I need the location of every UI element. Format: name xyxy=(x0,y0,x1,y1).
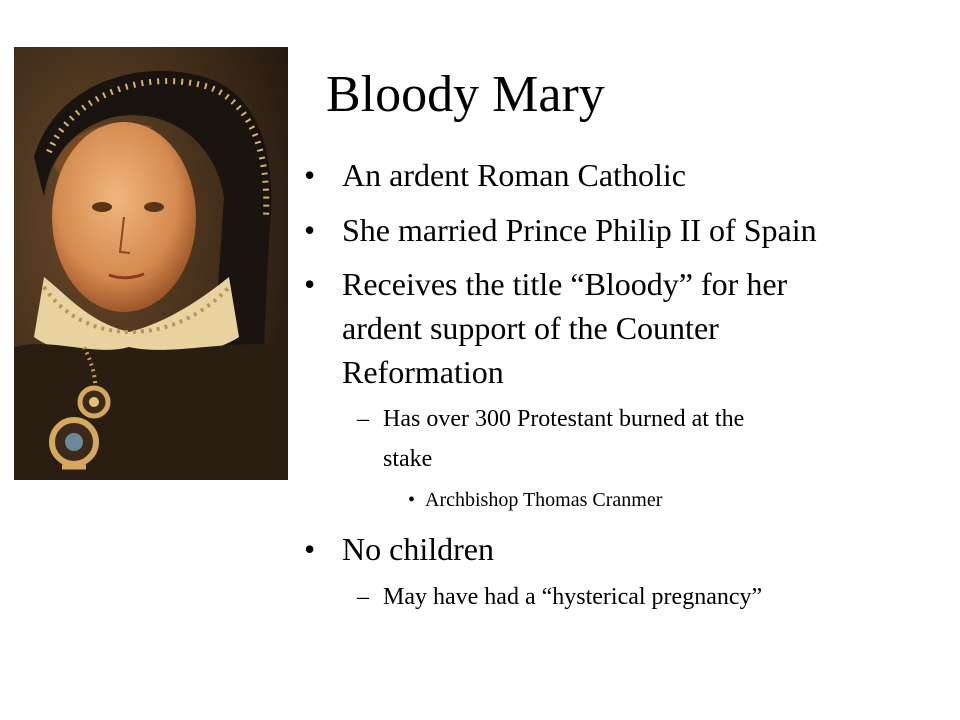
bullet-text: Reformation xyxy=(342,354,504,390)
sub-bullet-text: stake xyxy=(383,446,433,472)
sub-bullet-text: May have had a “hysterical pregnancy” xyxy=(383,584,763,610)
bullet-marker: • xyxy=(304,157,316,193)
sub-bullet-marker: – xyxy=(357,584,369,610)
sub-sub-bullet-text: Archbishop Thomas Cranmer xyxy=(425,489,663,511)
bullet-text: ardent support of the Counter xyxy=(342,310,719,346)
portrait-image xyxy=(14,47,288,480)
sub-sub-bullet-marker: • xyxy=(408,489,416,511)
bullet-marker: • xyxy=(304,531,316,567)
bullet-text: An ardent Roman Catholic xyxy=(342,157,686,193)
bullet-marker: • xyxy=(304,212,316,248)
bullet-text: Receives the title “Bloody” for her xyxy=(342,266,788,302)
slide-title: Bloody Mary xyxy=(326,66,605,123)
bullet-text: She married Prince Philip II of Spain xyxy=(342,212,817,248)
sub-bullet-text: Has over 300 Protestant burned at the xyxy=(383,406,745,432)
bullet-text: No children xyxy=(342,531,494,567)
bullet-marker: • xyxy=(304,266,316,302)
sub-bullet-marker: – xyxy=(357,406,369,432)
